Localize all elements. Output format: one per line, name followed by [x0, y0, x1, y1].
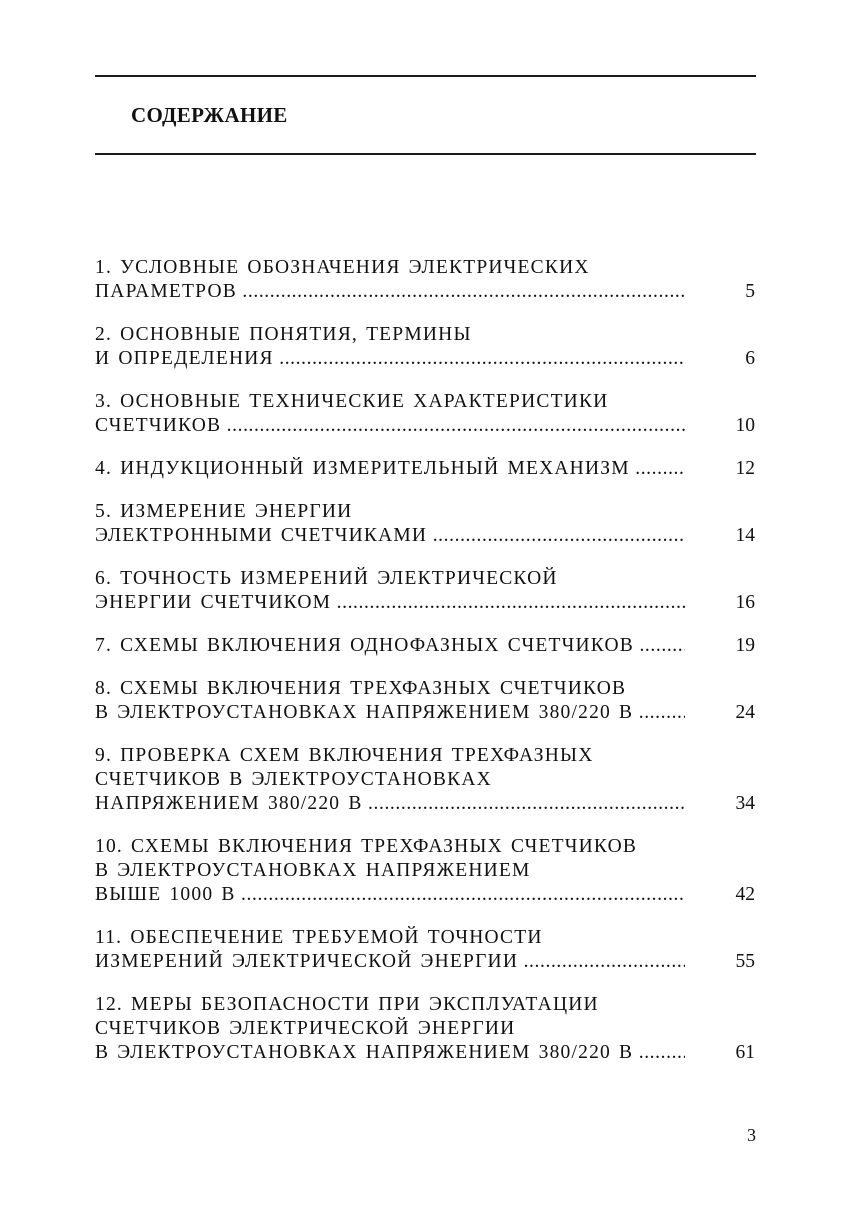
toc-entry[interactable] [95, 993, 757, 1065]
toc-entry-line: 8. СХЕМЫ ВКЛЮЧЕНИЯ ТРЕХФАЗНЫХ СЧЕТЧИКОВ [95, 678, 627, 699]
toc-entry-line: НАПРЯЖЕНИЕМ 380/220 В ..... [95, 792, 685, 816]
toc-entry-line: 5. ИЗМЕРЕНИЕ ЭНЕРГИИ [95, 501, 353, 522]
toc-entry-line: ВЫШЕ 1000 В ..... [95, 883, 685, 907]
toc-entry-line: 3. ОСНОВНЫЕ ТЕХНИЧЕСКИЕ ХАРАКТЕРИСТИКИ [95, 391, 609, 412]
toc-entry-page: 19 [735, 635, 755, 656]
toc-entry-line: 7. СХЕМЫ ВКЛЮЧЕНИЯ ОДНОФАЗНЫХ СЧЕТЧИКОВ ..... [95, 634, 685, 658]
toc-entry-line: И ОПРЕДЕЛЕНИЯ ..... [95, 347, 685, 371]
title-bottom-rule [95, 153, 756, 155]
toc-entry-page: 12 [735, 458, 755, 479]
toc-entry-page: 24 [735, 702, 755, 723]
toc-entry-line: ИЗМЕРЕНИЙ ЭЛЕКТРИЧЕСКОЙ ЭНЕРГИИ ..... [95, 950, 685, 974]
toc-entry-page: 5 [745, 281, 755, 302]
toc-entry-line: ЭЛЕКТРОННЫМИ СЧЕТЧИКАМИ ..... [95, 524, 685, 548]
toc-entry-line: 6. ТОЧНОСТЬ ИЗМЕРЕНИЙ ЭЛЕКТРИЧЕСКОЙ [95, 568, 558, 589]
toc-entry-page: 14 [735, 525, 755, 546]
toc-entry-title [95, 835, 685, 907]
toc-entry-line: 4. ИНДУКЦИОННЫЙ ИЗМЕРИТЕЛЬНЫЙ МЕХАНИЗМ ..... [95, 457, 685, 481]
toc-entry-line: СЧЕТЧИКОВ ..... [95, 414, 685, 438]
table-of-contents [95, 256, 757, 1084]
toc-entry-line: СЧЕТЧИКОВ В ЭЛЕКТРОУСТАНОВКАХ [95, 769, 492, 790]
toc-entry-title [95, 993, 685, 1065]
top-rule [95, 75, 756, 77]
toc-entry[interactable] [95, 390, 757, 438]
toc-entry-line: 12. МЕРЫ БЕЗОПАСНОСТИ ПРИ ЭКСПЛУАТАЦИИ [95, 994, 599, 1015]
toc-entry-title [95, 256, 685, 304]
toc-entry-line: В ЭЛЕКТРОУСТАНОВКАХ НАПРЯЖЕНИЕМ 380/220 В ..... [95, 1041, 685, 1065]
toc-entry-line: 2. ОСНОВНЫЕ ПОНЯТИЯ, ТЕРМИНЫ [95, 324, 472, 345]
toc-entry[interactable] [95, 457, 757, 481]
toc-entry-line: 10. СХЕМЫ ВКЛЮЧЕНИЯ ТРЕХФАЗНЫХ СЧЕТЧИКОВ [95, 836, 638, 857]
toc-entry-page: 16 [735, 592, 755, 613]
toc-entry-line: В ЭЛЕКТРОУСТАНОВКАХ НАПРЯЖЕНИЕМ [95, 860, 531, 881]
toc-entry-title [95, 323, 685, 371]
toc-entry-line: ПАРАМЕТРОВ ..... [95, 280, 685, 304]
toc-entry-line: СЧЕТЧИКОВ ЭЛЕКТРИЧЕСКОЙ ЭНЕРГИИ [95, 1018, 516, 1039]
toc-entry[interactable] [95, 256, 757, 304]
toc-entry[interactable] [95, 835, 757, 907]
toc-entry-line: ЭНЕРГИИ СЧЕТЧИКОМ ..... [95, 591, 685, 615]
toc-entry-page: 34 [735, 793, 755, 814]
toc-entry-title [95, 457, 685, 481]
toc-entry[interactable] [95, 323, 757, 371]
toc-entry-title [95, 634, 685, 658]
toc-entry-title [95, 744, 685, 816]
toc-entry-line: 11. ОБЕСПЕЧЕНИЕ ТРЕБУЕМОЙ ТОЧНОСТИ [95, 927, 543, 948]
toc-entry[interactable] [95, 567, 757, 615]
page-title: СОДЕРЖАНИЕ [131, 103, 288, 127]
toc-entry-line: В ЭЛЕКТРОУСТАНОВКАХ НАПРЯЖЕНИЕМ 380/220 В ..... [95, 701, 685, 725]
toc-entry-line: 1. УСЛОВНЫЕ ОБОЗНАЧЕНИЯ ЭЛЕКТРИЧЕСКИХ [95, 257, 590, 278]
toc-entry-page: 10 [735, 415, 755, 436]
toc-entry-title [95, 567, 685, 615]
toc-entry-title [95, 500, 685, 548]
toc-entry[interactable] [95, 634, 757, 658]
toc-entry[interactable] [95, 926, 757, 974]
toc-entry[interactable] [95, 677, 757, 725]
toc-entry-page: 6 [745, 348, 755, 369]
toc-entry-title [95, 926, 685, 974]
toc-entry-page: 61 [735, 1042, 755, 1063]
toc-entry-page: 55 [735, 951, 755, 972]
toc-entry[interactable] [95, 744, 757, 816]
toc-entry-line: 9. ПРОВЕРКА СХЕМ ВКЛЮЧЕНИЯ ТРЕХФАЗНЫХ [95, 745, 594, 766]
toc-entry-page: 42 [735, 884, 755, 905]
toc-entry[interactable] [95, 500, 757, 548]
toc-entry-title [95, 390, 685, 438]
page-number: 3 [747, 1125, 756, 1145]
toc-entry-title [95, 677, 685, 725]
